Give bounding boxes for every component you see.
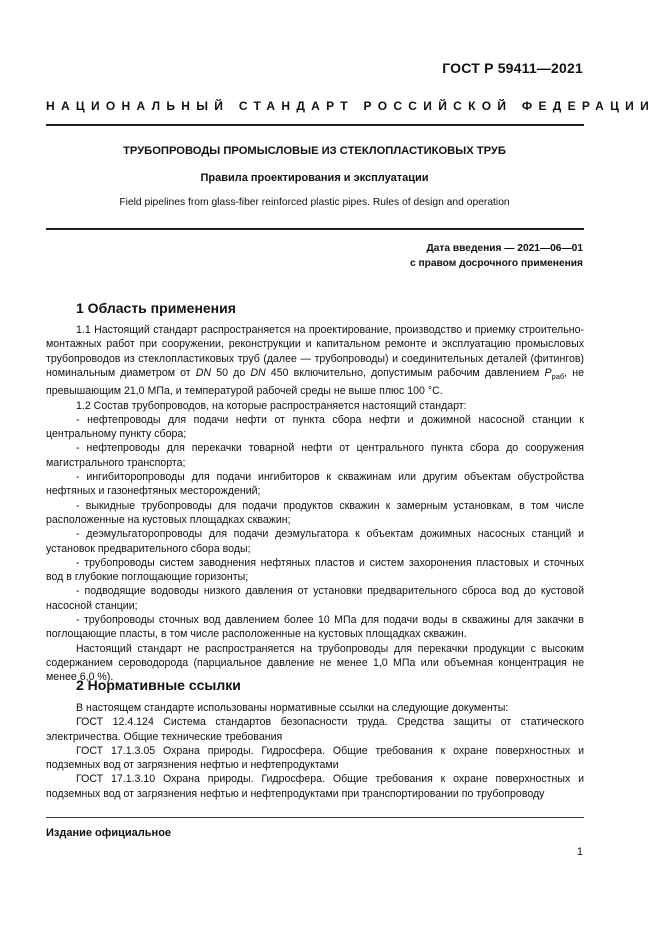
pressure-subscript: раб [551, 372, 565, 381]
list-item: - нефтепроводы для подачи нефти от пункта сбора нефти и дожимной насосной станции к центральному пункту сбора; [46, 413, 584, 441]
document-subtitle: Правила проектирования и эксплуатации [200, 172, 429, 184]
paragraph-text: 50 до [211, 366, 251, 379]
list-item: - трубопроводы сточных вод давлением более 10 МПа для подачи воды в скважины для закачки в поглощающие пласты, в том числе расположенные на кустовых площадках скважин. [46, 614, 584, 641]
standard-code: ГОСТ Р 59411—2021 [442, 60, 583, 76]
paragraph-text: , не превышающим 21,0 МПа, и температурой рабочей среды не выше плюс 100 °С. [46, 366, 584, 398]
list-item: - подводящие водоводы низкого давления от установки предварительного сброса вод до кустовой насосной станции; [46, 585, 584, 612]
reference-item: ГОСТ 17.1.3.05 Охрана природы. Гидросфера. Общие требования к охране поверхностных и подземных вод от загрязнения нефтью и нефтепродуктами [46, 744, 584, 772]
top-divider [46, 124, 584, 126]
reference-item: ГОСТ 17.1.3.10 Охрана природы. Гидросфера. Общие требования к охране поверхностных и подземных вод от загрязнения нефтью и нефтепродуктами при транспортировании по трубопроводу [46, 773, 584, 800]
paragraph-1-1 [46, 323, 584, 399]
paragraph-text: 1.1 Настоящий стандарт распространяется на проектирование, производство и приемку строительно-монтажных работ при сооружении, реконструкции и капитальном ремонте и эксплуатацию промысловых трубопроводов из стеклопластиковых труб (далее — трубопроводы) и соединительных деталей (фитингов) номинальным диаметром от [46, 324, 584, 379]
list-item: - деэмульгаторопроводы для подачи деэмульгатора к объектам дожимных насосных станций и установок предварительного сбора воды; [46, 528, 584, 555]
introduction-date: Дата введения — 2021—06—01 [426, 243, 583, 254]
dn-symbol: DN [250, 366, 266, 379]
list-item: - ингибиторопроводы для подачи ингибиторов к скважинам или другим объектам обустройства нефтяных и газонефтяных месторождений; [46, 471, 584, 498]
paragraph-text: 450 включительно, допустимым рабочим давлением [265, 366, 545, 379]
early-application-note: с правом досрочного применения [409, 258, 583, 269]
document-title: ТРУБОПРОВОДЫ ПРОМЫСЛОВЫЕ ИЗ СТЕКЛОПЛАСТИКОВЫХ ТРУБ [123, 145, 506, 157]
section-2-heading: 2 Нормативные ссылки [76, 677, 241, 693]
list-item: - выкидные трубопроводы для подачи продуктов скважин к замерным установкам, в том числе расположенные на кустовых площадках скважин; [46, 499, 584, 526]
paragraph-exclusion: Настоящий стандарт не распространяется на трубопроводы для перекачки продукции с высоким содержанием сероводорода (парциальное давление не менее 1,0 МПа или объемная концентрация не менее 6,0 %). [46, 642, 584, 684]
document-title-english: Field pipelines from glass-fiber reinforced plastic pipes. Rules of design and operation [119, 197, 510, 208]
introduction-date-block [410, 241, 583, 271]
page-number: 1 [576, 846, 583, 858]
bottom-divider [46, 228, 584, 230]
national-standard-label: НАЦИОНАЛЬНЫЙ СТАНДАРТ РОССИЙСКОЙ ФЕДЕРАЦИИ [46, 99, 656, 113]
paragraph-1-2: 1.2 Состав трубопроводов, на которые распространяется настоящий стандарт: [76, 399, 467, 412]
references-intro: В настоящем стандарте использованы нормативные ссылки на следующие документы: [76, 702, 509, 714]
section-2-body [46, 701, 584, 801]
list-item: - трубопроводы систем заводнения нефтяных пластов и систем захоронения пластовых и сточных вод в глубокие поглощающие горизонты; [46, 556, 584, 584]
footer-divider [46, 817, 584, 818]
section-1-heading: 1 Область применения [76, 300, 236, 316]
official-edition-label: Издание официальное [46, 827, 172, 839]
dn-symbol: DN [195, 366, 212, 379]
section-1-body [46, 323, 584, 685]
reference-item: ГОСТ 12.4.124 Система стандартов безопасности труда. Средства защиты от статического электричества. Общие технические требования [46, 716, 584, 743]
pressure-symbol: P [544, 366, 552, 379]
list-item: - нефтепроводы для перекачки товарной нефти от центрального пункта сбора до сооружения магистрального транспорта; [46, 442, 584, 469]
